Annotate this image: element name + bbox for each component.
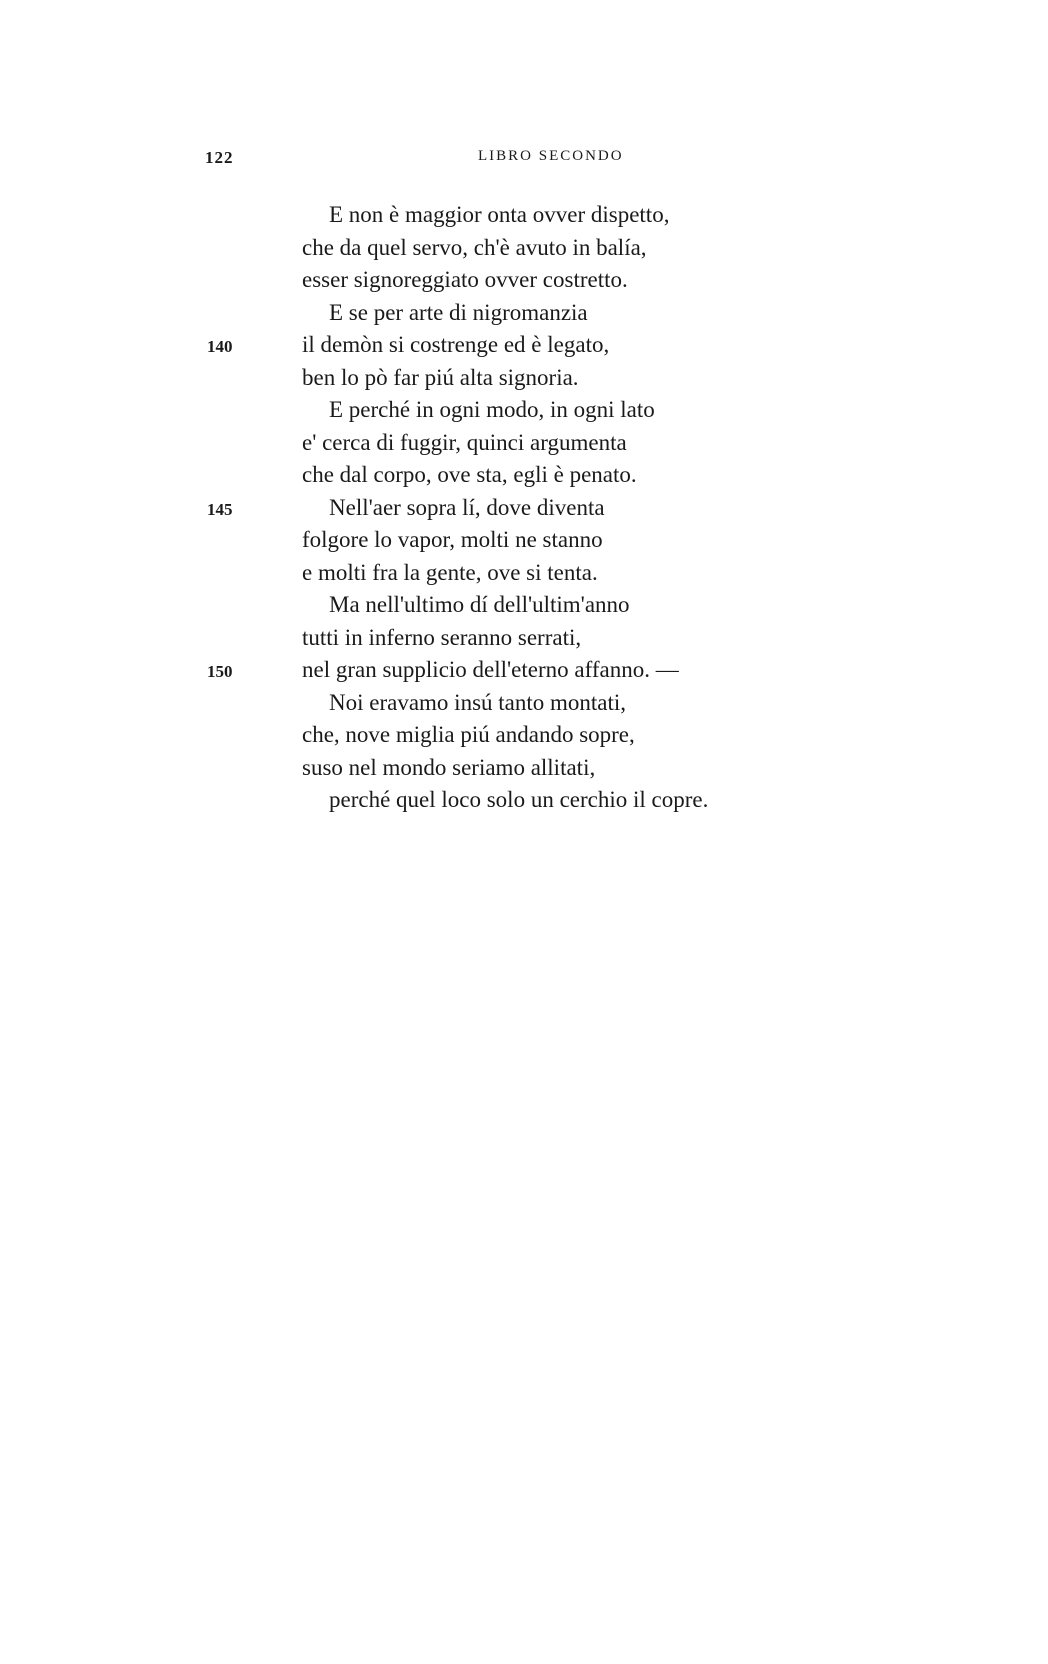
verse-text: nel gran supplicio dell'eterno affanno. — xyxy=(302,657,679,682)
verse-line xyxy=(0,524,1048,557)
running-head xyxy=(0,140,1048,170)
verse-text: e molti fra la gente, ove si tenta. xyxy=(302,559,598,585)
line-number: 150 xyxy=(207,662,233,681)
verse-text: Noi eravamo insú tanto montati, xyxy=(329,689,627,715)
verse-line xyxy=(0,394,1048,427)
verse-line xyxy=(0,622,1048,655)
verse-text: Nell'aer sopra lí, dove diventa xyxy=(329,494,605,520)
verse-text: suso nel mondo seriamo allitati, xyxy=(302,754,596,780)
running-title: LIBRO SECONDO xyxy=(478,148,624,164)
poem-text xyxy=(0,199,1048,817)
verse-line xyxy=(0,297,1048,330)
verse-text: tutti in inferno seranno serrati, xyxy=(302,624,582,650)
verse-line xyxy=(0,199,1048,232)
verse-text: che dal corpo, ove sta, egli è penato. xyxy=(302,462,637,487)
verse-line xyxy=(0,784,1048,817)
verse-text: E perché in ogni modo, in ogni lato xyxy=(329,397,655,422)
verse-text: che, nove miglia piú andando sopre, xyxy=(302,722,635,747)
line-number: 140 xyxy=(207,337,233,356)
verse-line xyxy=(0,264,1048,297)
verse-line xyxy=(0,589,1048,622)
verse-text: esser signoreggiato ovver costretto. xyxy=(302,267,628,292)
verse-line xyxy=(0,752,1048,785)
verse-line xyxy=(0,557,1048,590)
verse-line xyxy=(0,329,1048,362)
verse-line xyxy=(0,492,1048,525)
verse-line xyxy=(0,687,1048,720)
verse-text: E non è maggior onta ovver dispetto, xyxy=(329,202,670,227)
verse-text: ben lo pò far piú alta signoria. xyxy=(302,364,579,390)
verse-text: che da quel servo, ch'è avuto in balía, xyxy=(302,234,647,260)
verse-line xyxy=(0,459,1048,492)
verse-line xyxy=(0,427,1048,460)
verse-text: il demòn si costrenge ed è legato, xyxy=(302,332,610,357)
verse-line xyxy=(0,654,1048,687)
page-number: 122 xyxy=(205,148,234,167)
verse-text: perché quel loco solo un cerchio il copre. xyxy=(329,787,709,812)
verse-text: Ma nell'ultimo dí dell'ultim'anno xyxy=(329,592,630,617)
verse-line xyxy=(0,362,1048,395)
verse-line xyxy=(0,232,1048,265)
verse-text: e' cerca di fuggir, quinci argumenta xyxy=(302,429,627,455)
verse-text: E se per arte di nigromanzia xyxy=(329,299,588,325)
verse-line xyxy=(0,719,1048,752)
line-number: 145 xyxy=(207,499,233,519)
verse-text: folgore lo vapor, molti ne stanno xyxy=(302,527,603,552)
